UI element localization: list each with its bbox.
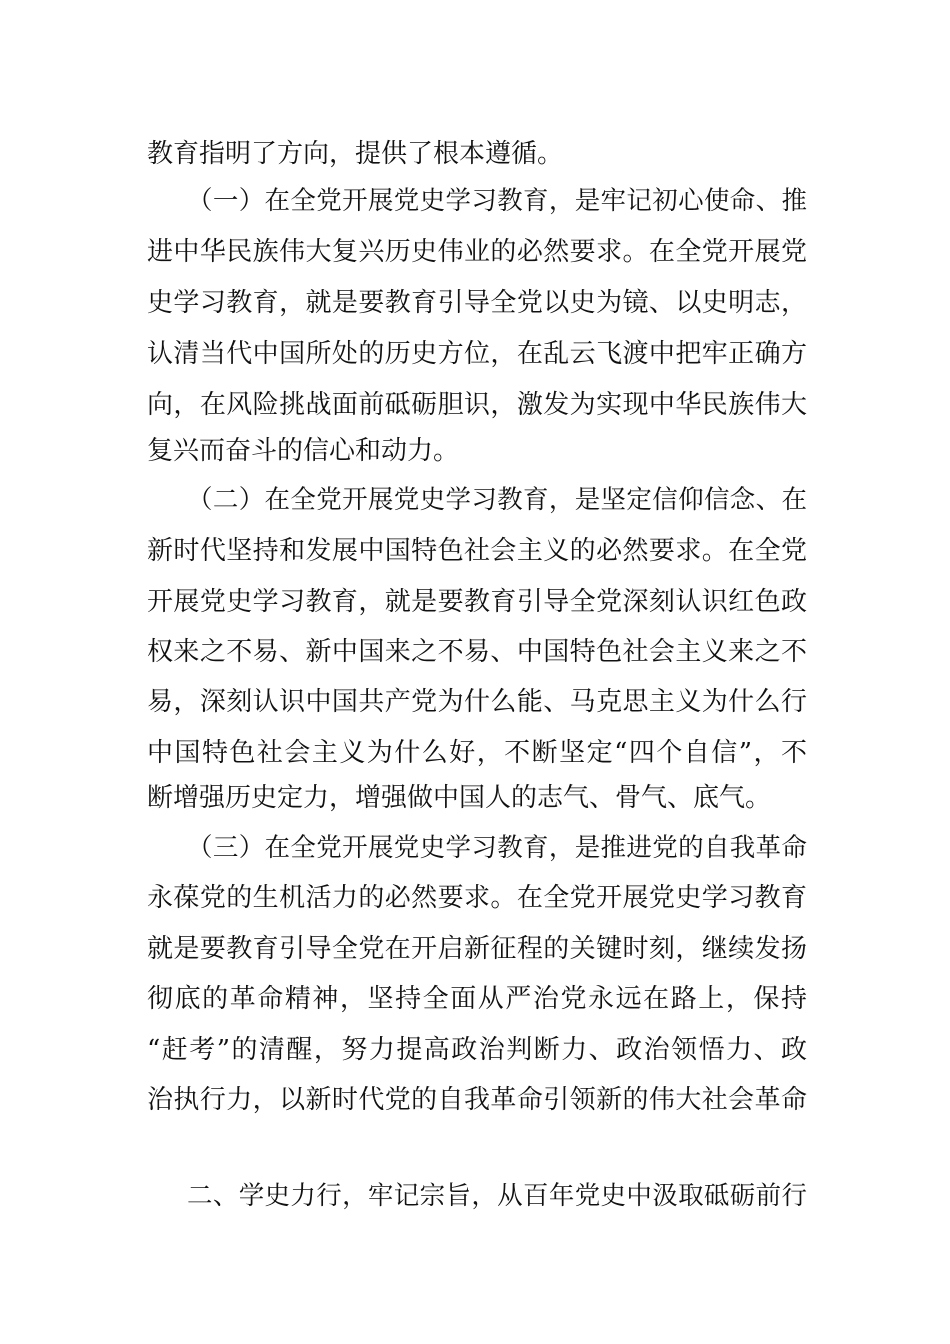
text-line: 复兴而奋斗的信心和动力。 — [147, 436, 460, 466]
text-line: 就是要教育引导全党在开启新征程的关键时刻，继续发扬 — [147, 934, 807, 964]
text-line: 新时代坚持和发展中国特色社会主义的必然要求。在全党 — [147, 536, 807, 566]
paragraph-1-heading-line: （一）在全党开展党史学习教育，是牢记初心使命、推 — [187, 186, 807, 216]
text-line: 中国特色社会主义为什么好，不断坚定“四个自信”，不 — [147, 738, 807, 768]
text-line: 断增强历史定力，增强做中国人的志气、骨气、底气。 — [147, 783, 772, 813]
text-line: “赶考”的清醒，努力提高政治判断力、政治领悟力、政 — [147, 1035, 807, 1065]
text-line: 易，深刻认识中国共产党为什么能、马克思主义为什么行 — [147, 687, 807, 717]
text-line: 永葆党的生机活力的必然要求。在全党开展党史学习教育 — [147, 883, 807, 913]
paragraph-3-heading-line: （三）在全党开展党史学习教育，是推进党的自我革命 — [187, 833, 807, 863]
text-line: 开展党史学习教育，就是要教育引导全党深刻认识红色政 — [147, 587, 807, 617]
text-line: 权来之不易、新中国来之不易、中国特色社会主义来之不 — [147, 637, 807, 667]
text-line: 教育指明了方向，提供了根本遵循。 — [147, 139, 564, 169]
paragraph-2-heading-line: （二）在全党开展党史学习教育，是坚定信仰信念、在 — [187, 485, 807, 515]
text-line: 治执行力，以新时代党的自我革命引领新的伟大社会革命 — [147, 1085, 807, 1115]
section-heading: 二、学史力行，牢记宗旨，从百年党史中汲取砥砺前行 — [187, 1181, 807, 1211]
text-line: 史学习教育，就是要教育引导全党以史为镜、以史明志， — [147, 288, 807, 318]
text-line: 向，在风险挑战面前砥砺胆识，激发为实现中华民族伟大 — [147, 390, 807, 420]
text-line: 彻底的革命精神，坚持全面从严治党永远在路上，保持 — [147, 984, 807, 1014]
text-line: 认清当代中国所处的历史方位，在乱云飞渡中把牢正确方 — [147, 339, 807, 369]
text-line: 进中华民族伟大复兴历史伟业的必然要求。在全党开展党 — [147, 237, 807, 267]
